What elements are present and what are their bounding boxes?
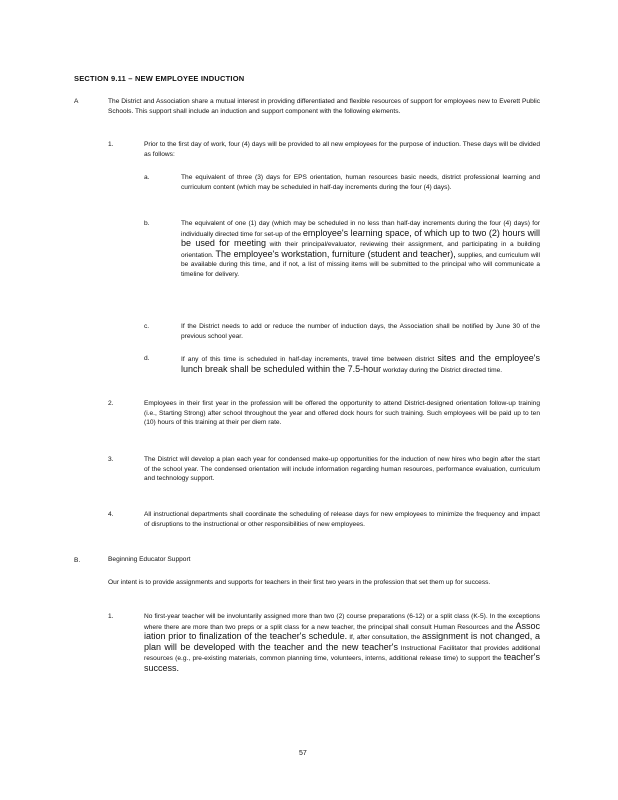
- item-a1b-text-part5: supplies, and curriculum will be available during this time, and if not, a list of missing items will be submitted to the principal who will communicate a timeline for delivery.: [181, 251, 540, 278]
- item-b1-text-part4: assignment is not changed, a plan will be developed with the teacher and the new teacher's: [144, 631, 541, 652]
- section-b-heading: Beginning Educator Support: [108, 556, 191, 563]
- item-a1b-text-part4: The employee's workstation, furniture (student and teacher),: [215, 248, 456, 259]
- item-a2-number: 2.: [108, 400, 114, 407]
- item-a1-number: 1.: [108, 141, 114, 148]
- page-number: 57: [299, 750, 307, 757]
- item-a1b-number: b.: [144, 220, 150, 227]
- section-b-intro: Our intent is to provide assignments and supports for teachers in their first two years in the profession that set them up for success.: [108, 579, 491, 586]
- item-a1d-text: [181, 354, 540, 375]
- section-title: SECTION 9.11 – NEW EMPLOYEE INDUCTION: [74, 74, 245, 83]
- item-a1a-text: The equivalent of three (3) days for EPS orientation, human resources basic needs, district professional learning and curriculum content (which may be scheduled in half-day increments during the four (4) days).: [181, 174, 540, 191]
- item-a1b-text-part2: employee's learning space, of which up to two (2) hours will be used for meeting: [181, 227, 540, 249]
- section-b-label: B.: [74, 557, 81, 564]
- item-b1-number: 1.: [108, 613, 114, 620]
- item-b1-text-part1: No first-year teacher will be involuntarily assigned more than two (2) course preparations (6-12) or a split class (K-5). In the exceptions where there are more than two preps or a split class for a new teacher, the principal shall consult Human Resources and the: [144, 613, 540, 631]
- section-a-label: A: [74, 98, 79, 105]
- item-a1b-text-part1: The equivalent of one (1) day (which may be scheduled in no less than half-day increments during the four (4) days) for individually directed time for set-up of the: [181, 220, 540, 238]
- item-a1c-number: c.: [144, 323, 150, 330]
- item-a1d-text-part3: workday during the District directed time.: [382, 366, 503, 374]
- item-a1b-text-part3: with their principal/evaluator, reviewing their assignment, and participating in a building orientation.: [181, 241, 540, 259]
- item-a4-text: All instructional departments shall coordinate the scheduling of release days for new employees to minimize the frequency and impact of disruptions to the instructional or other responsibilities of new employees.: [144, 511, 540, 528]
- item-a3-text: The District will develop a plan each year for condensed make-up opportunities for the induction of new hires who begin after the start of the school year. The condensed orientation will include information regarding human resources, performance evaluation, curriculum and technology support.: [144, 456, 540, 483]
- item-a4-number: 4.: [108, 511, 114, 518]
- item-b1-text: [144, 612, 540, 675]
- item-a1d-text-part2: sites and the employee's lunch break shall be scheduled within the 7.5-hour: [181, 353, 540, 374]
- item-b1-text-part3: If, after consultation, the: [349, 634, 421, 642]
- item-b1-text-part6: teacher's success.: [144, 652, 540, 673]
- item-a1b-text: [181, 219, 540, 280]
- item-a2-text: Employees in their first year in the profession will be offered the opportunity to attend District-designed orientation follow-up training (i.e., Starting Strong) after school throughout the year and offered dock hours for such training. Such employees will be paid up to ten (10) hours of this training at their per diem rate.: [144, 400, 540, 427]
- item-a3-number: 3.: [108, 456, 114, 463]
- item-a1d-text-part1: If any of this time is scheduled in half-day increments, travel time between district: [181, 356, 435, 363]
- item-a1a-number: a.: [144, 174, 150, 181]
- section-a-text: The District and Association share a mutual interest in providing differentiated and flexible resources of support for employees new to Everett Public Schools. This support shall include an induction and support component with the following elements.: [108, 98, 540, 115]
- item-b1-text-part2: Assoc iation prior to finalization of the teacher's schedule.: [144, 620, 540, 642]
- item-a1d-number: d.: [144, 355, 150, 362]
- item-b1-text-part5: Instructional Facilitator that provides additional resources (e.g., pre-existing materials, common planning time, volunteers, interns, additional release time) to support the: [144, 644, 540, 663]
- item-a1-text: Prior to the first day of work, four (4) days will be provided to all new employees for the purpose of induction. These days will be divided as follows:: [144, 141, 540, 158]
- item-a1c-text: If the District needs to add or reduce the number of induction days, the Association shall be notified by June 30 of the previous school year.: [181, 323, 540, 340]
